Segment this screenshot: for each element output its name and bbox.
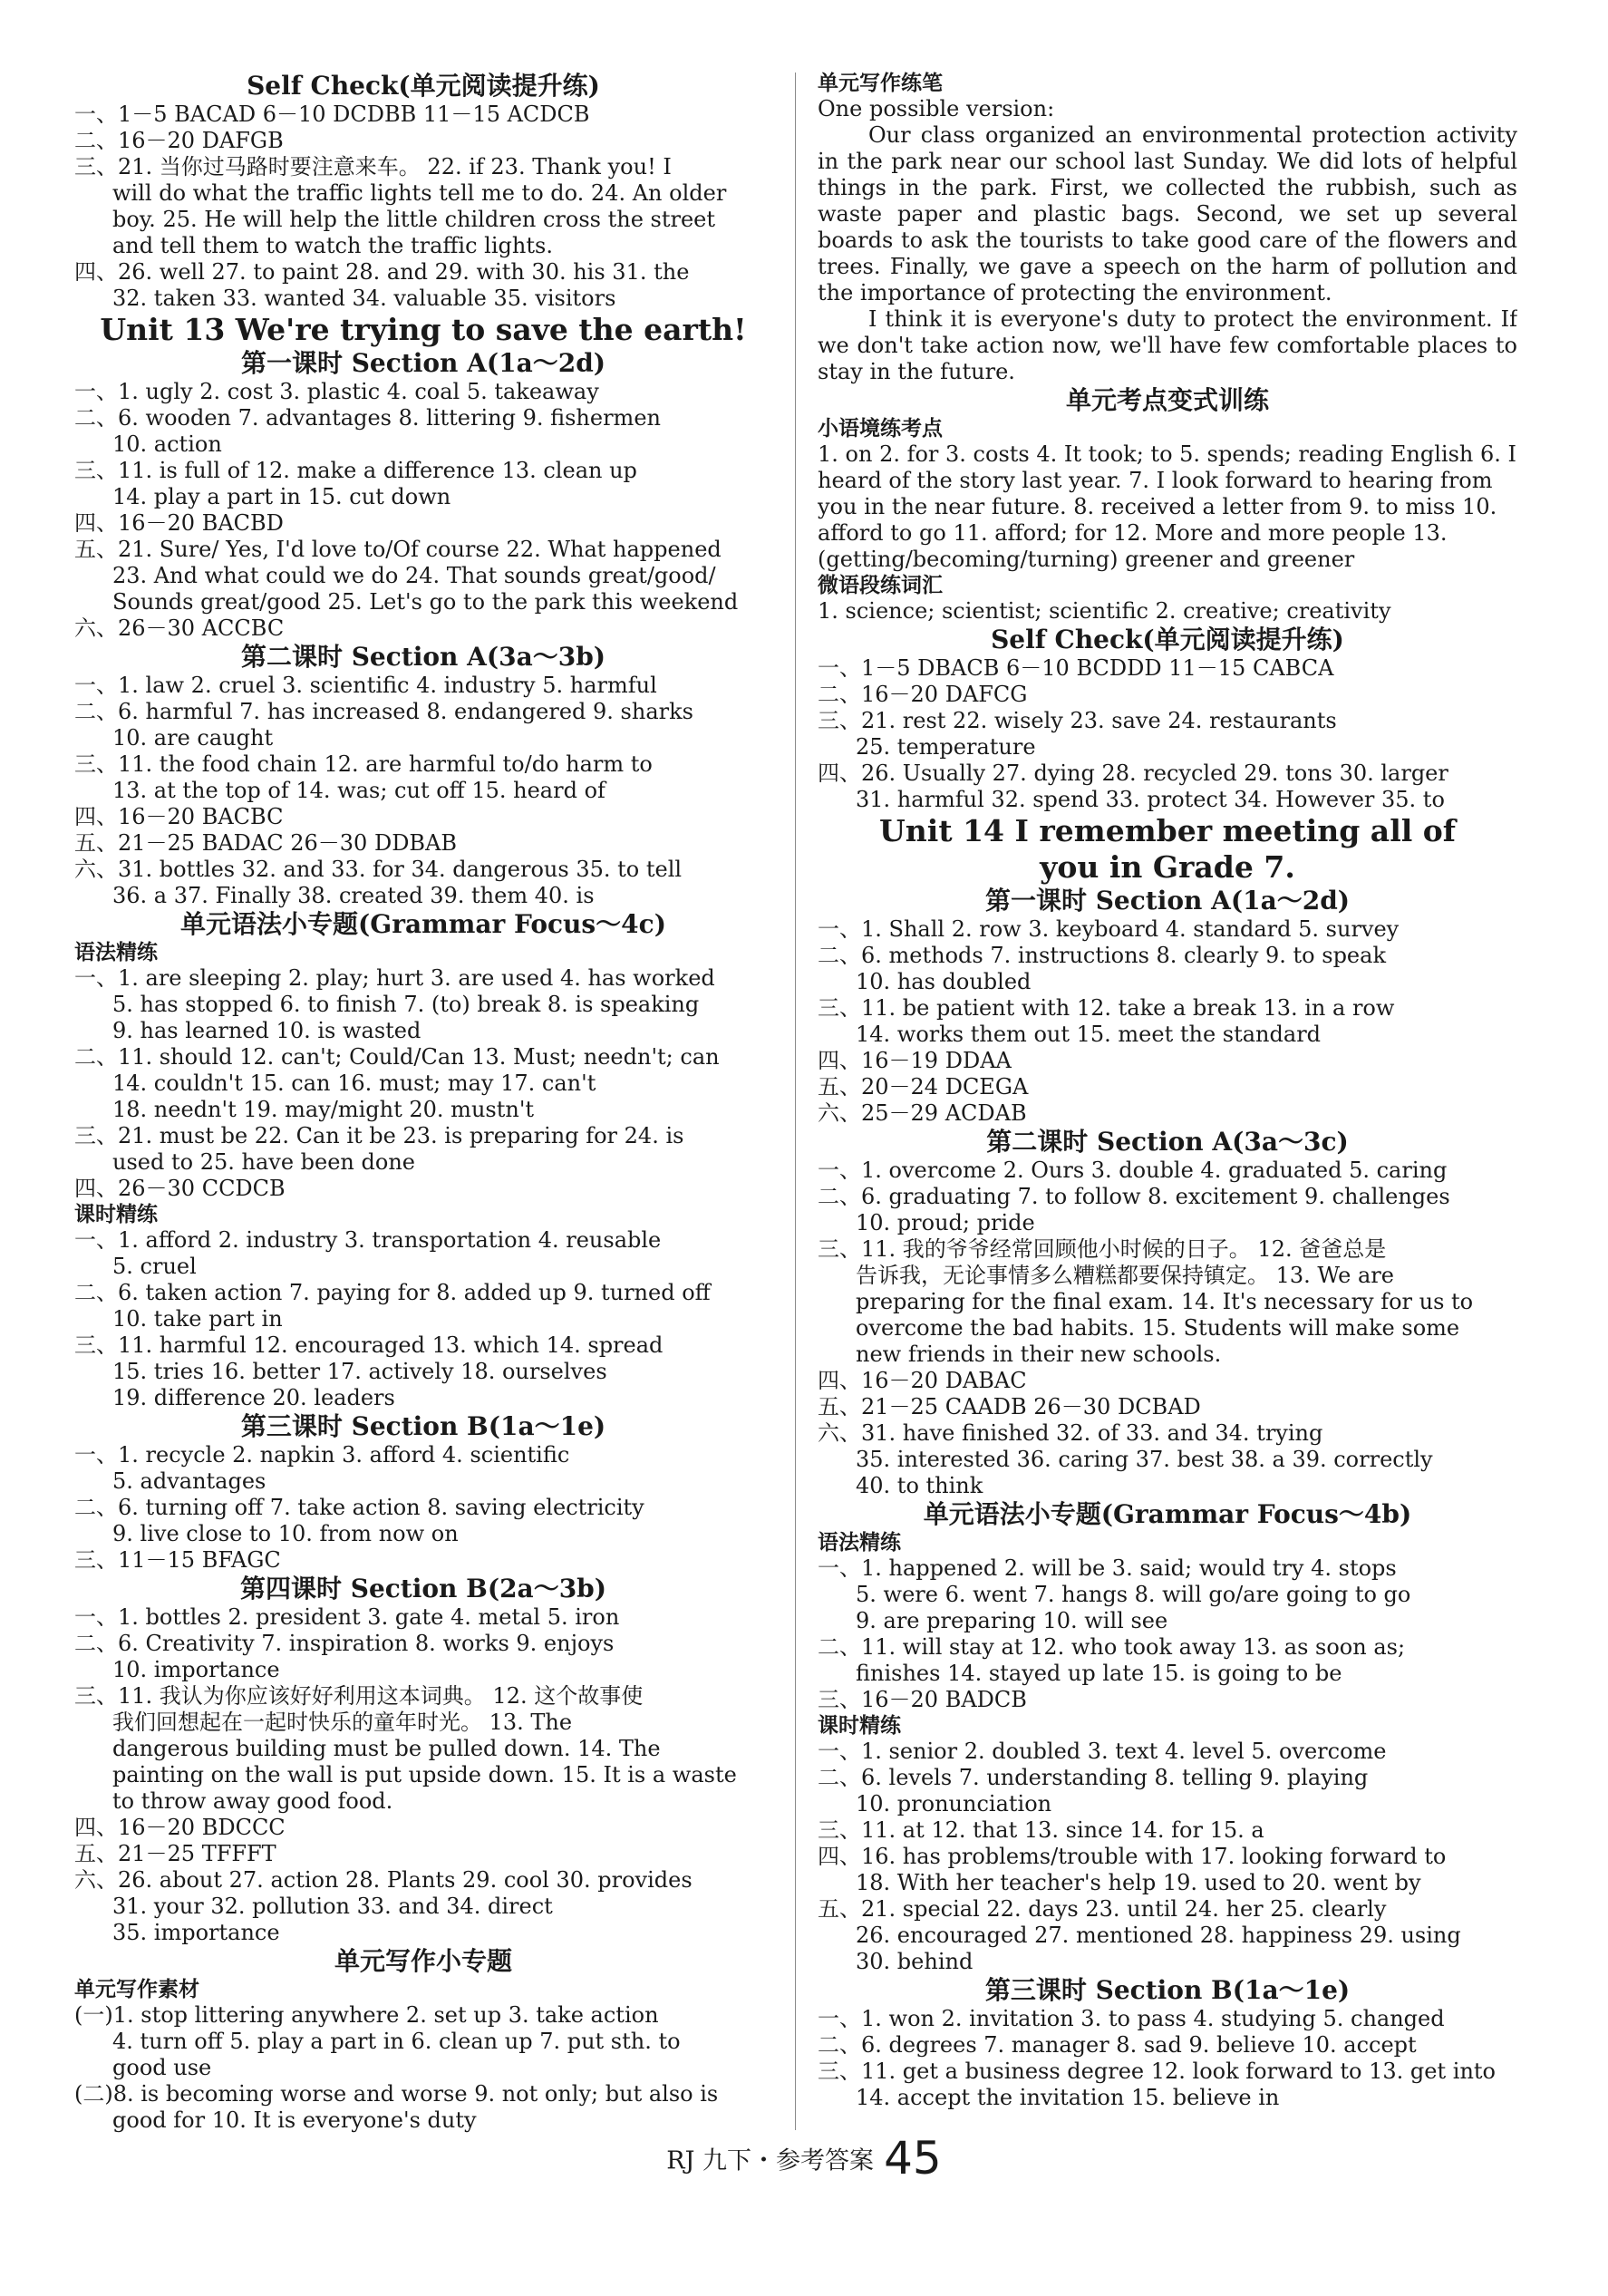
answer-line-continued: Sounds great/good 25. Let's go to the park this weekend bbox=[112, 589, 739, 615]
answer-line-continued: 32. taken 33. wanted 34. valuable 35. visitors bbox=[112, 286, 616, 311]
answer-line: 五、21－25 BADAC 26－30 DDBAB bbox=[74, 830, 458, 856]
answer-line-continued: 13. at the top of 14. was; cut off 15. heard of bbox=[112, 778, 605, 803]
page-number: 45 bbox=[884, 2132, 942, 2185]
right-column bbox=[818, 71, 1517, 2111]
page-footer bbox=[0, 2132, 1608, 2185]
answer-line: 六、26. about 27. action 28. Plants 29. cool 30. provides bbox=[74, 1867, 693, 1893]
answer-line-continued: 35. importance bbox=[112, 1920, 280, 1945]
answer-line: 三、11. 我认为你应该好好利用这本词典。 12. 这个故事使 bbox=[74, 1683, 644, 1709]
answer-line-continued: 23. And what could we do 24. That sounds great/good/ bbox=[112, 563, 716, 588]
answer-line-continued: 30. behind bbox=[856, 1949, 974, 1974]
answer-line: 四、26. Usually 27. dying 28. recycled 29. tons 30. larger bbox=[818, 760, 1448, 786]
answer-line: 四、26－30 CCDCB bbox=[74, 1176, 286, 1201]
answer-line: 二、6. graduating 7. to follow 8. excitement 9. challenges bbox=[818, 1184, 1450, 1209]
answer-line: One possible version: bbox=[818, 96, 1055, 121]
answer-paragraph: 1. on 2. for 3. costs 4. It took; to 5. spends; reading English 6. I heard of the story last year. 7. I look forward to hearing from you in the near future. 8. received a letter from 9. to miss 10. afford to go 11. afford; for 12. More and more people 13. (getting/becoming/turning) greener and greener bbox=[818, 441, 1516, 572]
answer-line-continued: good use bbox=[112, 2055, 212, 2080]
answer-line: 一、1. ugly 2. cost 3. plastic 4. coal 5. takeaway bbox=[74, 379, 599, 404]
answer-line: 四、16. has problems/trouble with 17. looking forward to bbox=[818, 1844, 1447, 1869]
answer-line: 一、1. Shall 2. row 3. keyboard 4. standard 5. survey bbox=[818, 916, 1400, 942]
section-heading: 第三课时 Section B(1a～1e) bbox=[240, 1411, 606, 1441]
answer-line: 一、1. afford 2. industry 3. transportation 4. reusable bbox=[74, 1227, 662, 1253]
answer-line-continued: 10. action bbox=[112, 431, 222, 457]
subsection-label: 小语境练考点 bbox=[818, 416, 943, 441]
answer-line: 二、11. will stay at 12. who took away 13. as soon as; bbox=[818, 1634, 1406, 1660]
answer-line: 五、21－25 CAADB 26－30 DCBAD bbox=[818, 1394, 1201, 1419]
answer-line-continued: 31. your 32. pollution 33. and 34. direct bbox=[112, 1894, 553, 1919]
answer-line: 三、21. must be 22. Can it be 23. is preparing for 24. is bbox=[74, 1123, 684, 1148]
answer-line-continued: 5. advantages bbox=[112, 1468, 266, 1494]
section-heading: 第四课时 Section B(2a～3b) bbox=[239, 1574, 607, 1603]
answer-line: 一、1－5 BACAD 6－10 DCDBB 11－15 ACDCB bbox=[74, 102, 590, 127]
answer-line-continued: 36. a 37. Finally 38. created 39. them 40. is bbox=[112, 883, 595, 908]
answer-line: 三、11. is full of 12. make a difference 13. clean up bbox=[74, 458, 637, 483]
answer-line: 四、16－20 BACBD bbox=[74, 510, 284, 536]
subsection-label: 单元写作练笔 bbox=[818, 71, 943, 95]
answer-line-continued: 40. to think bbox=[856, 1473, 983, 1498]
answer-line: 三、11－15 BFAGC bbox=[74, 1547, 281, 1573]
answer-line: 一、1. bottles 2. president 3. gate 4. metal 5. iron bbox=[74, 1604, 620, 1630]
subsection-label: 微语段练词汇 bbox=[818, 573, 943, 597]
answer-line-continued: 9. are preparing 10. will see bbox=[856, 1608, 1168, 1633]
section-heading: Self Check(单元阅读提升练) bbox=[991, 625, 1344, 654]
answer-line-continued: 18. With her teacher's help 19. used to 20. went by bbox=[856, 1870, 1421, 1895]
section-heading: 单元考点变式训练 bbox=[1065, 385, 1269, 415]
section-heading: 第二课时 Section A(3a～3c) bbox=[986, 1127, 1349, 1157]
answer-line: 二、16－20 DAFGB bbox=[74, 128, 284, 153]
answer-line: 四、16－20 BDCCC bbox=[74, 1815, 286, 1840]
answer-line-continued: preparing for the final exam. 14. It's necessary for us to bbox=[856, 1289, 1474, 1314]
answer-line-continued: 告诉我，无论事情多么糟糕都要保持镇定。 13. We are bbox=[856, 1263, 1394, 1288]
answer-line-continued: 9. live close to 10. from now on bbox=[112, 1521, 459, 1546]
answer-line-continued: 5. were 6. went 7. hangs 8. will go/are going to go bbox=[856, 1582, 1411, 1607]
subsection-label: 语法精练 bbox=[74, 940, 158, 964]
answer-line-continued: 14. accept the invitation 15. believe in bbox=[856, 2085, 1280, 2110]
subsection-label: 课时精练 bbox=[74, 1202, 158, 1226]
answer-line: 六、25－29 ACDAB bbox=[818, 1100, 1027, 1126]
answer-line: 六、26－30 ACCBC bbox=[74, 615, 285, 641]
answer-line-continued: dangerous building must be pulled down. 14. The bbox=[112, 1736, 661, 1761]
answer-line: 五、20－24 DCEGA bbox=[818, 1074, 1029, 1100]
section-heading: 第一课时 Section A(1a～2d) bbox=[984, 886, 1351, 915]
answer-line: 二、6. Creativity 7. inspiration 8. works 9. enjoys bbox=[74, 1631, 615, 1656]
answer-line: 三、11. the food chain 12. are harmful to/do harm to bbox=[74, 751, 653, 777]
answer-line-continued: 35. interested 36. caring 37. best 38. a 39. correctly bbox=[856, 1447, 1433, 1472]
section-heading: 第三课时 Section B(1a～1e) bbox=[984, 1975, 1351, 2005]
answer-line: 三、21. rest 22. wisely 23. save 24. restaurants bbox=[818, 708, 1337, 733]
answer-line-continued: to throw away good food. bbox=[112, 1788, 393, 1814]
answer-line: 三、21. 当你过马路时要注意来车。 22. if 23. Thank you! I bbox=[74, 154, 672, 179]
answer-line: 一、1. senior 2. doubled 3. text 4. level 5. overcome bbox=[818, 1739, 1387, 1764]
section-heading: 单元写作小专题 bbox=[334, 1946, 512, 1976]
answer-line-continued: boy. 25. He will help the little children cross the street bbox=[112, 207, 716, 232]
answer-line-continued: 10. are caught bbox=[112, 725, 274, 751]
answer-line-continued: 14. play a part in 15. cut down bbox=[112, 484, 451, 509]
footer-label: RJ 九下・参考答案 bbox=[666, 2146, 875, 2175]
answer-line: (二)8. is becoming worse and worse 9. not only; but also is bbox=[74, 2081, 719, 2107]
column-divider bbox=[795, 73, 796, 2130]
answer-line: 三、11. get a business degree 12. look forward to 13. get into bbox=[818, 2059, 1496, 2084]
answer-line-continued: new friends in their new schools. bbox=[856, 1342, 1222, 1367]
essay-paragraph: Our class organized an environmental protection activity in the park near our school last Sunday. We did lots of helpful things in the park. First, we collected the rubbish, such as waste paper and plastic bags. Second, we set up several boards to ask the tourists to take good care of the flowers and trees. Finally, we gave a speech on the harm of pollution and the importance of protecting the environment. bbox=[818, 122, 1517, 305]
answer-line: 二、6. wooden 7. advantages 8. littering 9. fishermen bbox=[74, 405, 661, 431]
answer-line: 四、26. well 27. to paint 28. and 29. with 30. his 31. the bbox=[74, 259, 690, 285]
answer-line: 三、11. harmful 12. encouraged 13. which 14. spread bbox=[74, 1332, 664, 1358]
answer-line: 二、6. turning off 7. take action 8. saving electricity bbox=[74, 1495, 644, 1520]
answer-line: 三、11. be patient with 12. take a break 13. in a row bbox=[818, 995, 1395, 1021]
unit-title: you in Grade 7. bbox=[1040, 849, 1295, 885]
unit-title: Unit 14 I remember meeting all of bbox=[879, 813, 1456, 848]
answer-line-continued: 31. harmful 32. spend 33. protect 34. However 35. to bbox=[856, 787, 1445, 812]
answer-line-continued: 18. needn't 19. may/might 20. mustn't bbox=[112, 1097, 535, 1122]
section-heading: 单元语法小专题(Grammar Focus～4b) bbox=[923, 1499, 1412, 1529]
answer-line-continued: will do what the traffic lights tell me to do. 24. An older bbox=[112, 180, 727, 206]
answer-line-continued: 10. has doubled bbox=[856, 969, 1032, 994]
answer-line-continued: 5. has stopped 6. to finish 7. (to) break 8. is speaking bbox=[112, 992, 700, 1017]
section-heading: Self Check(单元阅读提升练) bbox=[247, 71, 600, 101]
answer-line: 六、31. have finished 32. of 33. and 34. trying bbox=[818, 1420, 1323, 1446]
answer-line-continued: overcome the bad habits. 15. Students will make some bbox=[856, 1315, 1460, 1341]
answer-line-continued: 我们回想起在一起时快乐的童年时光。 13. The bbox=[112, 1710, 573, 1735]
answer-line: (一)1. stop littering anywhere 2. set up 3. take action bbox=[74, 2002, 659, 2028]
answer-line: 五、21－25 TFFFT bbox=[74, 1841, 276, 1866]
answer-line-continued: 14. works them out 15. meet the standard bbox=[856, 1022, 1322, 1047]
subsection-label: 单元写作素材 bbox=[74, 1977, 199, 2001]
answer-line-continued: 9. has learned 10. is wasted bbox=[112, 1018, 421, 1043]
answer-line-continued: 10. pronunciation bbox=[856, 1791, 1052, 1816]
left-column bbox=[74, 71, 772, 2134]
answer-line-continued: 15. tries 16. better 17. actively 18. ourselves bbox=[112, 1359, 607, 1384]
answer-line: 一、1. happened 2. will be 3. said; would try 4. stops bbox=[818, 1555, 1397, 1581]
subsection-label: 语法精练 bbox=[818, 1530, 901, 1555]
answer-line: 一、1. won 2. invitation 3. to pass 4. studying 5. changed bbox=[818, 2006, 1445, 2031]
unit-title: Unit 13 We're trying to save the earth! bbox=[100, 312, 747, 347]
answer-line-continued: 4. turn off 5. play a part in 6. clean up 7. put sth. to bbox=[112, 2029, 681, 2054]
answer-line: 三、11. at 12. that 13. since 14. for 15. a bbox=[818, 1817, 1264, 1843]
section-heading: 第一课时 Section A(1a～2d) bbox=[240, 348, 606, 378]
answer-line: 四、16－19 DDAA bbox=[818, 1048, 1012, 1073]
answer-line-continued: and tell them to watch the traffic lights. bbox=[112, 233, 553, 258]
answer-line: 二、6. methods 7. instructions 8. clearly 9. to speak bbox=[818, 943, 1386, 968]
answer-line: 一、1. recycle 2. napkin 3. afford 4. scientific bbox=[74, 1442, 570, 1468]
answer-line: 二、6. taken action 7. paying for 8. added up 9. turned off bbox=[74, 1280, 711, 1305]
section-heading: 第二课时 Section A(3a～3b) bbox=[240, 642, 606, 672]
answer-line-continued: 25. temperature bbox=[856, 734, 1036, 760]
answer-line-continued: painting on the wall is put upside down. 15. It is a waste bbox=[112, 1762, 737, 1787]
answer-line-continued: 10. take part in bbox=[112, 1306, 283, 1332]
answer-line: 三、11. 我的爷爷经常回顾他小时候的日子。 12. 爸爸总是 bbox=[818, 1236, 1387, 1262]
answer-line-continued: good for 10. It is everyone's duty bbox=[112, 2107, 477, 2133]
answer-line: 1. science; scientist; scientific 2. creative; creativity bbox=[818, 598, 1391, 624]
answer-line-continued: 14. couldn't 15. can 16. must; may 17. can't bbox=[112, 1070, 596, 1096]
answer-line: 一、1. overcome 2. Ours 3. double 4. graduated 5. caring bbox=[818, 1158, 1448, 1183]
subsection-label: 课时精练 bbox=[818, 1713, 901, 1738]
answer-line: 二、6. harmful 7. has increased 8. endangered 9. sharks bbox=[74, 699, 693, 724]
answer-line: 五、21. Sure/ Yes, I'd love to/Of course 22. What happened bbox=[74, 537, 722, 562]
answer-line: 一、1－5 DBACB 6－10 BCDDD 11－15 CABCA bbox=[818, 655, 1334, 681]
answer-line-continued: 26. encouraged 27. mentioned 28. happiness 29. using bbox=[856, 1923, 1461, 1948]
essay-paragraph: I think it is everyone's duty to protect the environment. If we don't take action now, we'll have few comfortable places to stay in the future. bbox=[818, 306, 1517, 384]
answer-line: 五、21. special 22. days 23. until 24. her 25. clearly bbox=[818, 1896, 1387, 1922]
answer-line: 六、31. bottles 32. and 33. for 34. dangerous 35. to tell bbox=[74, 857, 683, 882]
answer-line: 二、16－20 DAFCG bbox=[818, 682, 1028, 707]
answer-line-continued: finishes 14. stayed up late 15. is going to be bbox=[856, 1661, 1342, 1686]
answer-line: 三、16－20 BADCB bbox=[818, 1687, 1027, 1712]
answer-line-continued: 10. importance bbox=[112, 1657, 280, 1682]
answer-line-continued: 19. difference 20. leaders bbox=[112, 1385, 395, 1410]
answer-line-continued: used to 25. have been done bbox=[112, 1149, 415, 1175]
answer-line: 二、6. degrees 7. manager 8. sad 9. believe 10. accept bbox=[818, 2032, 1417, 2058]
answer-line-continued: 5. cruel bbox=[112, 1254, 197, 1279]
answer-line: 一、1. are sleeping 2. play; hurt 3. are used 4. has worked bbox=[74, 965, 715, 991]
answer-line: 一、1. law 2. cruel 3. scientific 4. industry 5. harmful bbox=[74, 673, 657, 698]
section-heading: 单元语法小专题(Grammar Focus～4c) bbox=[180, 909, 666, 939]
answer-line: 二、11. should 12. can't; Could/Can 13. Must; needn't; can bbox=[74, 1044, 720, 1070]
answer-line: 四、16－20 BACBC bbox=[74, 804, 284, 829]
answer-line: 四、16－20 DABAC bbox=[818, 1368, 1027, 1393]
answer-line-continued: 10. proud; pride bbox=[856, 1210, 1035, 1235]
answer-line: 二、6. levels 7. understanding 8. telling 9. playing bbox=[818, 1765, 1369, 1790]
